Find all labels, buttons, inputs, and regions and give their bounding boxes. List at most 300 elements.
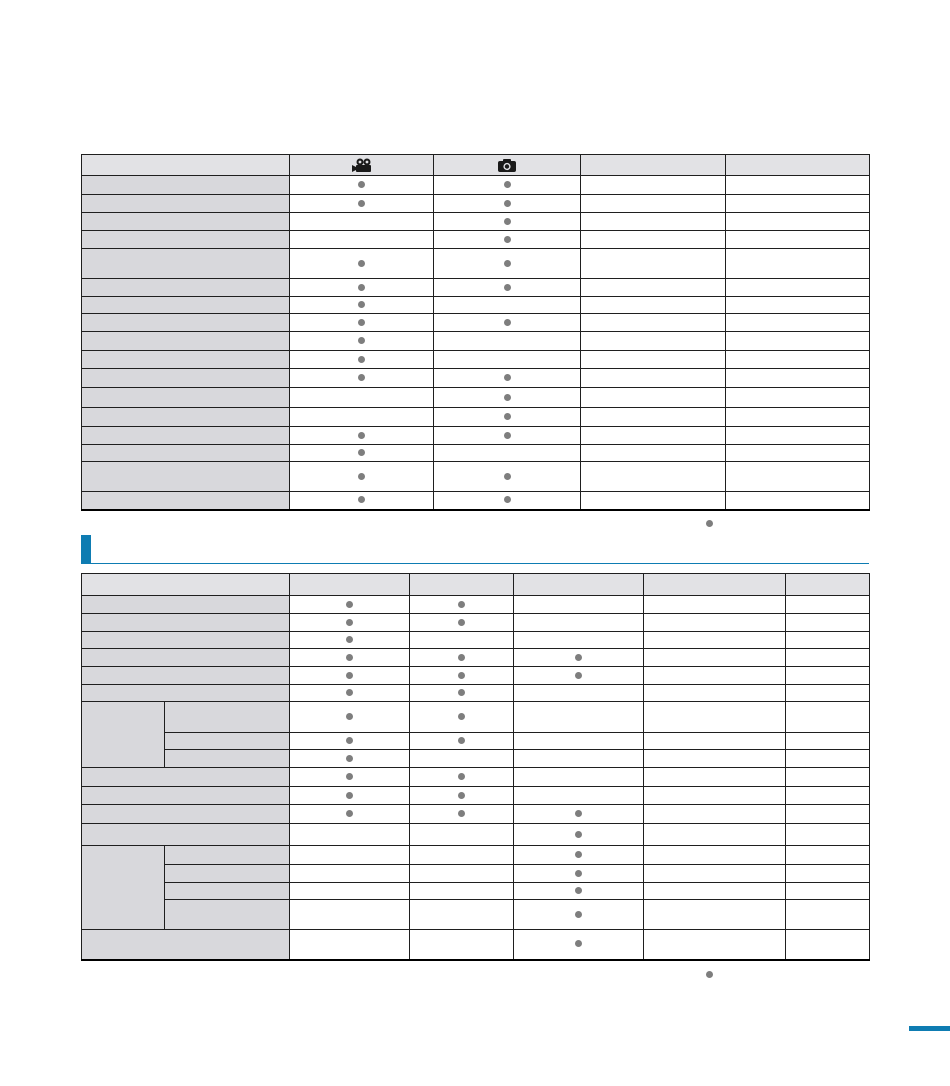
- cell: [290, 750, 410, 768]
- available-dot: [346, 672, 353, 679]
- row-label: [165, 865, 290, 883]
- page-number-tab: [909, 1026, 950, 1031]
- row-label: [82, 667, 290, 685]
- cell: [290, 314, 434, 332]
- available-dot: [346, 636, 353, 643]
- available-dot: [458, 689, 465, 696]
- cell: [514, 614, 644, 632]
- cell: [290, 787, 410, 805]
- cell: [290, 492, 434, 510]
- available-dot: [346, 713, 353, 720]
- cell: [290, 702, 410, 733]
- cell: [581, 314, 726, 332]
- cell: [410, 883, 514, 900]
- table-row: [82, 314, 870, 332]
- cell: [581, 492, 726, 510]
- cell: [644, 805, 786, 824]
- cell: [581, 427, 726, 445]
- table-row: [82, 750, 870, 768]
- available-dot: [504, 374, 511, 381]
- cell: [290, 388, 434, 408]
- cell: [434, 408, 581, 427]
- cell: [726, 492, 870, 510]
- cell: [644, 702, 786, 733]
- row-group-label: [82, 846, 165, 930]
- cell: [644, 824, 786, 846]
- cell: [581, 213, 726, 231]
- cell: [410, 787, 514, 805]
- row-label: [82, 176, 290, 195]
- cell: [786, 787, 870, 805]
- cell: [290, 667, 410, 685]
- cell: [410, 768, 514, 787]
- cell: [726, 213, 870, 231]
- cell: [290, 408, 434, 427]
- cell: [786, 733, 870, 750]
- cell: [726, 462, 870, 492]
- available-dot: [504, 496, 511, 503]
- cell: [786, 596, 870, 614]
- cell: [514, 649, 644, 667]
- row-label: [165, 702, 290, 733]
- row-label: [82, 614, 290, 632]
- cell: [290, 297, 434, 314]
- table-header-row: [82, 155, 870, 176]
- available-dot: [504, 413, 511, 420]
- cell: [786, 702, 870, 733]
- cell: [581, 279, 726, 297]
- table-row: [82, 462, 870, 492]
- table-row: [82, 279, 870, 297]
- available-dot: [358, 473, 365, 480]
- cell: [434, 427, 581, 445]
- cell: [644, 865, 786, 883]
- header-cell: [514, 574, 644, 596]
- cell: [434, 445, 581, 462]
- cell: [644, 846, 786, 865]
- cell: [786, 883, 870, 900]
- row-label: [165, 900, 290, 930]
- cell: [726, 279, 870, 297]
- cell: [290, 351, 434, 369]
- table-row: [82, 865, 870, 883]
- cell: [581, 369, 726, 388]
- cell: [581, 176, 726, 195]
- legend-dot: [706, 971, 713, 978]
- cell: [290, 649, 410, 667]
- cell: [581, 388, 726, 408]
- row-label: [82, 388, 290, 408]
- row-label: [82, 408, 290, 427]
- table-row: [82, 213, 870, 231]
- header-cell: [290, 574, 410, 596]
- table-row: [82, 649, 870, 667]
- row-label: [82, 332, 290, 351]
- available-dot: [346, 619, 353, 626]
- cell: [290, 805, 410, 824]
- cell: [726, 445, 870, 462]
- available-dot: [504, 181, 511, 188]
- row-label: [82, 195, 290, 213]
- cell: [644, 649, 786, 667]
- cell: [434, 231, 581, 249]
- header-cell: [82, 155, 290, 176]
- available-dot: [504, 432, 511, 439]
- available-dot: [504, 284, 511, 291]
- cell: [514, 702, 644, 733]
- available-dot: [358, 449, 365, 456]
- available-dot: [358, 200, 365, 207]
- cell: [726, 332, 870, 351]
- cell: [290, 462, 434, 492]
- cell: [644, 614, 786, 632]
- header-cell-photo: [434, 155, 581, 176]
- cell: [726, 388, 870, 408]
- cell: [290, 195, 434, 213]
- cell: [290, 596, 410, 614]
- available-dot: [358, 260, 365, 267]
- available-dot: [458, 810, 465, 817]
- cell: [786, 846, 870, 865]
- row-label: [82, 351, 290, 369]
- cell: [644, 930, 786, 960]
- available-dot: [504, 200, 511, 207]
- cell: [581, 231, 726, 249]
- table-row: [82, 733, 870, 750]
- row-label: [82, 768, 290, 787]
- available-dot: [346, 654, 353, 661]
- row-label: [82, 314, 290, 332]
- cell: [410, 865, 514, 883]
- available-dot: [346, 792, 353, 799]
- cell: [434, 297, 581, 314]
- cell: [644, 787, 786, 805]
- table-row: [82, 685, 870, 702]
- cell: [290, 369, 434, 388]
- table-row: [82, 249, 870, 279]
- cell: [434, 314, 581, 332]
- row-label: [82, 213, 290, 231]
- table-row: [82, 195, 870, 213]
- table-row: [82, 930, 870, 960]
- row-label: [82, 632, 290, 649]
- cell: [514, 930, 644, 960]
- cell: [434, 462, 581, 492]
- cell: [514, 667, 644, 685]
- cell: [644, 596, 786, 614]
- cell: [514, 824, 644, 846]
- cell: [434, 249, 581, 279]
- header-cell-movie: [290, 155, 434, 176]
- row-label: [82, 787, 290, 805]
- available-dot: [346, 810, 353, 817]
- table-row: [82, 369, 870, 388]
- available-dot: [458, 654, 465, 661]
- available-dot: [575, 911, 582, 918]
- available-dot: [358, 432, 365, 439]
- row-label: [165, 733, 290, 750]
- available-dot: [575, 851, 582, 858]
- cell: [290, 865, 410, 883]
- cell: [290, 213, 434, 231]
- cell: [290, 883, 410, 900]
- row-label: [82, 231, 290, 249]
- cell: [434, 492, 581, 510]
- available-dot: [504, 473, 511, 480]
- cell: [786, 632, 870, 649]
- cell: [410, 596, 514, 614]
- available-dot: [458, 713, 465, 720]
- cell: [786, 768, 870, 787]
- available-dot: [346, 601, 353, 608]
- available-dot: [458, 773, 465, 780]
- cell: [434, 176, 581, 195]
- table-row: [82, 176, 870, 195]
- row-label: [82, 297, 290, 314]
- table-row: [82, 824, 870, 846]
- photo-camera-icon: [434, 158, 580, 173]
- available-dot: [458, 737, 465, 744]
- row-label: [82, 685, 290, 702]
- available-dot: [575, 831, 582, 838]
- movie-camera-icon: [290, 158, 433, 173]
- row-label: [165, 846, 290, 865]
- available-dot: [575, 940, 582, 947]
- cell: [410, 667, 514, 685]
- table-row: [82, 702, 870, 733]
- cell: [726, 369, 870, 388]
- cell: [514, 632, 644, 649]
- cell: [726, 176, 870, 195]
- cell: [290, 176, 434, 195]
- cell: [786, 750, 870, 768]
- table-row: [82, 492, 870, 510]
- available-dot: [346, 737, 353, 744]
- table-row: [82, 351, 870, 369]
- header-cell: [82, 574, 290, 596]
- table-row: [82, 445, 870, 462]
- row-label: [165, 750, 290, 768]
- table-row: [82, 787, 870, 805]
- available-dot: [358, 301, 365, 308]
- cell: [514, 685, 644, 702]
- available-dot: [458, 792, 465, 799]
- table-row: [82, 614, 870, 632]
- available-dot: [575, 870, 582, 877]
- row-label: [82, 445, 290, 462]
- row-label: [82, 930, 290, 960]
- cell: [786, 865, 870, 883]
- table-row: [82, 768, 870, 787]
- cell: [644, 632, 786, 649]
- cell: [726, 195, 870, 213]
- available-dot: [504, 394, 511, 401]
- available-dot: [458, 619, 465, 626]
- cell: [786, 667, 870, 685]
- cell: [290, 900, 410, 930]
- table-row: [82, 846, 870, 865]
- row-label: [82, 369, 290, 388]
- cell: [581, 297, 726, 314]
- available-dot: [458, 672, 465, 679]
- section-heading-marker: [81, 535, 91, 563]
- cell: [410, 805, 514, 824]
- cell: [726, 249, 870, 279]
- cell: [410, 900, 514, 930]
- cell: [514, 865, 644, 883]
- table-row: [82, 805, 870, 824]
- cell: [726, 314, 870, 332]
- cell: [644, 667, 786, 685]
- cell: [290, 231, 434, 249]
- cell: [581, 332, 726, 351]
- table-row: [82, 632, 870, 649]
- cell: [786, 685, 870, 702]
- available-dot: [458, 601, 465, 608]
- cell: [290, 279, 434, 297]
- cell: [290, 332, 434, 351]
- cell: [434, 388, 581, 408]
- cell: [514, 787, 644, 805]
- available-dot: [575, 810, 582, 817]
- cell: [290, 632, 410, 649]
- table-row: [82, 332, 870, 351]
- cell: [581, 408, 726, 427]
- available-dot: [346, 755, 353, 762]
- available-dot: [346, 773, 353, 780]
- table-row: [82, 388, 870, 408]
- table-row: [82, 231, 870, 249]
- section-heading-rule: [81, 563, 869, 564]
- available-dot: [358, 356, 365, 363]
- cell: [581, 195, 726, 213]
- row-label: [82, 462, 290, 492]
- cell: [410, 685, 514, 702]
- cell: [644, 733, 786, 750]
- cell: [514, 596, 644, 614]
- row-label: [82, 596, 290, 614]
- table-row: [82, 408, 870, 427]
- table-row: [82, 900, 870, 930]
- cell: [581, 351, 726, 369]
- cell: [410, 614, 514, 632]
- cell: [434, 195, 581, 213]
- cell: [410, 846, 514, 865]
- cell: [290, 685, 410, 702]
- cell: [290, 614, 410, 632]
- cell: [514, 750, 644, 768]
- cell: [726, 427, 870, 445]
- cell: [644, 883, 786, 900]
- row-label: [165, 883, 290, 900]
- cell: [290, 824, 410, 846]
- table-header-row: [82, 574, 870, 596]
- header-cell: [726, 155, 870, 176]
- legend-dot: [706, 520, 713, 527]
- cell: [290, 768, 410, 787]
- cell: [786, 649, 870, 667]
- cell: [514, 733, 644, 750]
- row-label: [82, 249, 290, 279]
- cell: [290, 445, 434, 462]
- table-row: [82, 427, 870, 445]
- row-label: [82, 824, 290, 846]
- table-row: [82, 667, 870, 685]
- cell: [514, 805, 644, 824]
- cell: [786, 930, 870, 960]
- available-dot: [358, 337, 365, 344]
- cell: [434, 213, 581, 231]
- row-label: [82, 649, 290, 667]
- cell: [410, 702, 514, 733]
- available-dot: [346, 689, 353, 696]
- cell: [434, 351, 581, 369]
- cell: [644, 685, 786, 702]
- header-cell: [644, 574, 786, 596]
- available-dot: [504, 218, 511, 225]
- cell: [434, 332, 581, 351]
- available-dot: [358, 374, 365, 381]
- function-table-2: [81, 573, 870, 961]
- cell: [581, 462, 726, 492]
- header-cell: [786, 574, 870, 596]
- cell: [514, 883, 644, 900]
- cell: [581, 249, 726, 279]
- available-dot: [358, 284, 365, 291]
- cell: [290, 249, 434, 279]
- cell: [786, 900, 870, 930]
- available-dot: [504, 319, 511, 326]
- cell: [726, 351, 870, 369]
- row-label: [82, 279, 290, 297]
- cell: [644, 750, 786, 768]
- available-dot: [504, 260, 511, 267]
- header-cell: [581, 155, 726, 176]
- cell: [290, 733, 410, 750]
- available-dot: [358, 319, 365, 326]
- row-label: [82, 427, 290, 445]
- row-group-label: [82, 702, 165, 768]
- table-row: [82, 596, 870, 614]
- available-dot: [358, 181, 365, 188]
- cell: [410, 632, 514, 649]
- cell: [434, 369, 581, 388]
- cell: [726, 408, 870, 427]
- cell: [290, 427, 434, 445]
- cell: [410, 733, 514, 750]
- cell: [726, 297, 870, 314]
- cell: [290, 930, 410, 960]
- available-dot: [358, 496, 365, 503]
- cell: [410, 824, 514, 846]
- cell: [514, 846, 644, 865]
- cell: [514, 768, 644, 787]
- cell: [290, 846, 410, 865]
- cell: [434, 279, 581, 297]
- cell: [726, 231, 870, 249]
- available-dot: [575, 672, 582, 679]
- header-cell: [410, 574, 514, 596]
- row-label: [82, 492, 290, 510]
- cell: [644, 900, 786, 930]
- cell: [644, 768, 786, 787]
- function-table-1: [81, 154, 870, 511]
- cell: [410, 649, 514, 667]
- available-dot: [504, 236, 511, 243]
- table-row: [82, 297, 870, 314]
- row-label: [82, 805, 290, 824]
- cell: [410, 930, 514, 960]
